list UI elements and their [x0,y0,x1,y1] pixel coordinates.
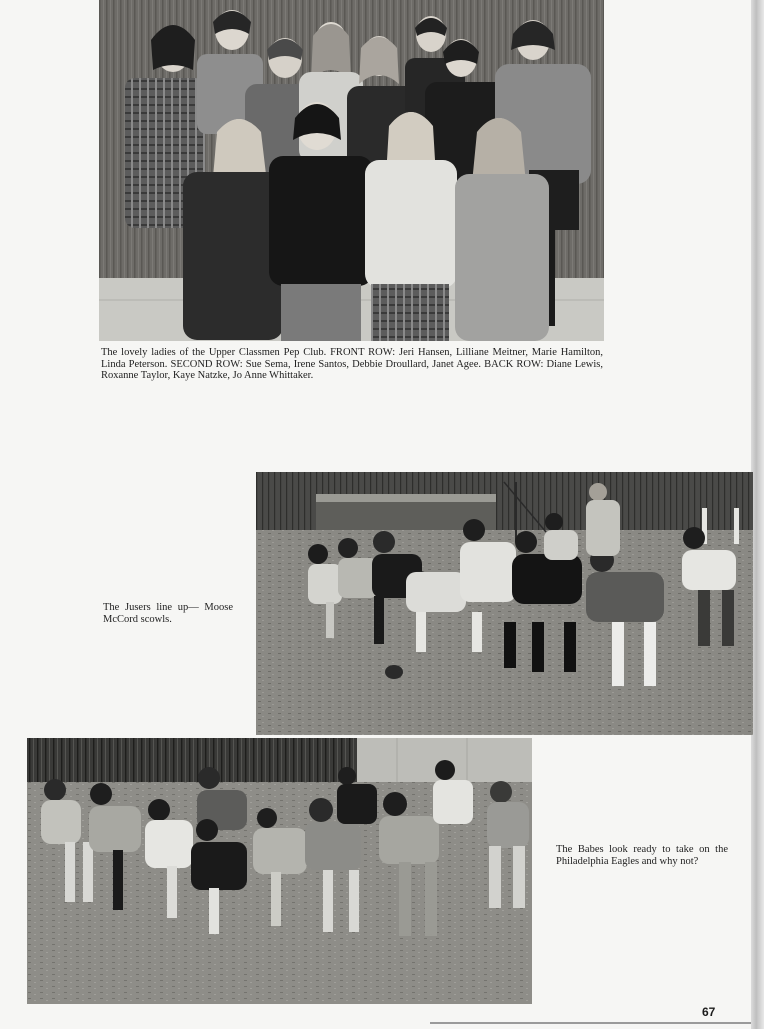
jusers-caption: The Jusers line up— Moose McCord scowls. [103,602,233,625]
pep-club-group-photo [99,0,604,341]
page-number: 67 [702,1005,716,1019]
bottom-rule [430,1022,751,1024]
babes-caption: The Babes look ready to take on the Philadelphia Eagles and why not? [556,844,728,867]
babes-team-photo [27,738,532,1004]
pep-club-caption: The lovely ladies of the Upper Classmen Pep Club. FRONT ROW: Jeri Hansen, Lilliane Meitner, Marie Hamilton, Linda Peterson. SECOND ROW: Sue Sema, Irene Santos, Debbie Droullard, Janet Agee. BACK ROW: Diane Lewis, Roxanne Taylor, Kaye Natzke, Jo Anne Whittaker. [101,347,603,381]
jusers-lineup-photo [256,472,753,735]
